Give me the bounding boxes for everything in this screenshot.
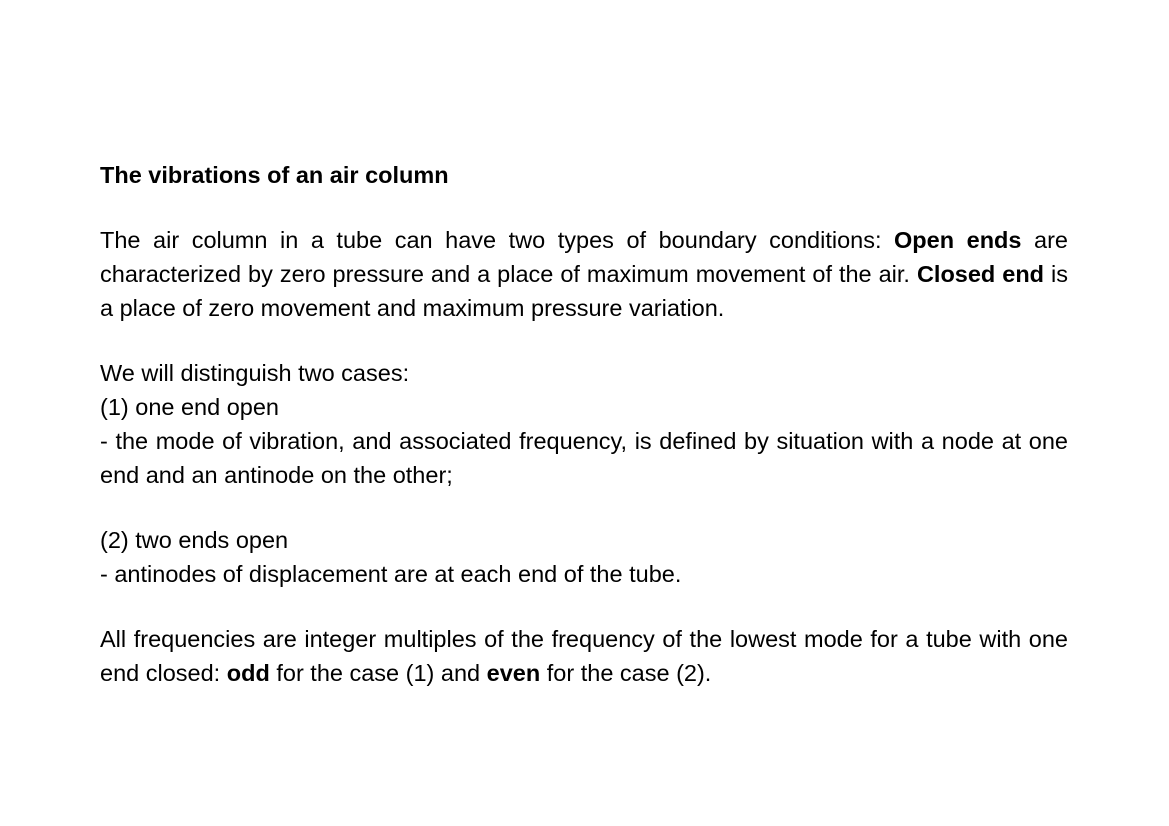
case2-title: (2) two ends open (100, 527, 289, 553)
cases-intro: We will distinguish two cases: (100, 360, 410, 386)
case1-description: - the mode of vibration, and associated frequency, is defined by situation with a node at one end and an antinode on the other; (100, 428, 1068, 488)
closed-end-term: Closed end (916, 261, 1045, 287)
conclusion-paragraph (100, 622, 1068, 690)
boundary-conditions-paragraph (100, 223, 1068, 325)
closed-end-description: is a place of zero movement and maximum pressure variation. (100, 261, 1068, 321)
odd-term: odd (226, 660, 270, 686)
case1-title: (1) one end open (100, 394, 280, 420)
conclusion-part2: for the case (1) and (269, 660, 487, 686)
document-page (100, 158, 1068, 721)
boundary-intro: The air column in a tube can have two types of boundary conditions: (100, 227, 895, 253)
document-title: The vibrations of an air column (100, 162, 449, 188)
case2-paragraph (100, 523, 1068, 591)
cases-case1-paragraph (100, 356, 1068, 492)
even-term: even (486, 660, 541, 686)
case2-description: - antinodes of displacement are at each end of the tube. (100, 561, 682, 587)
open-ends-description: are characterized by zero pressure and a place of maximum movement of the air. (100, 227, 1068, 287)
conclusion-part3: for the case (2). (540, 660, 712, 686)
open-ends-term: Open ends (894, 227, 1022, 253)
conclusion-part1: All frequencies are integer multiples of the frequency of the lowest mode for a tube with one end closed: (100, 626, 1068, 686)
